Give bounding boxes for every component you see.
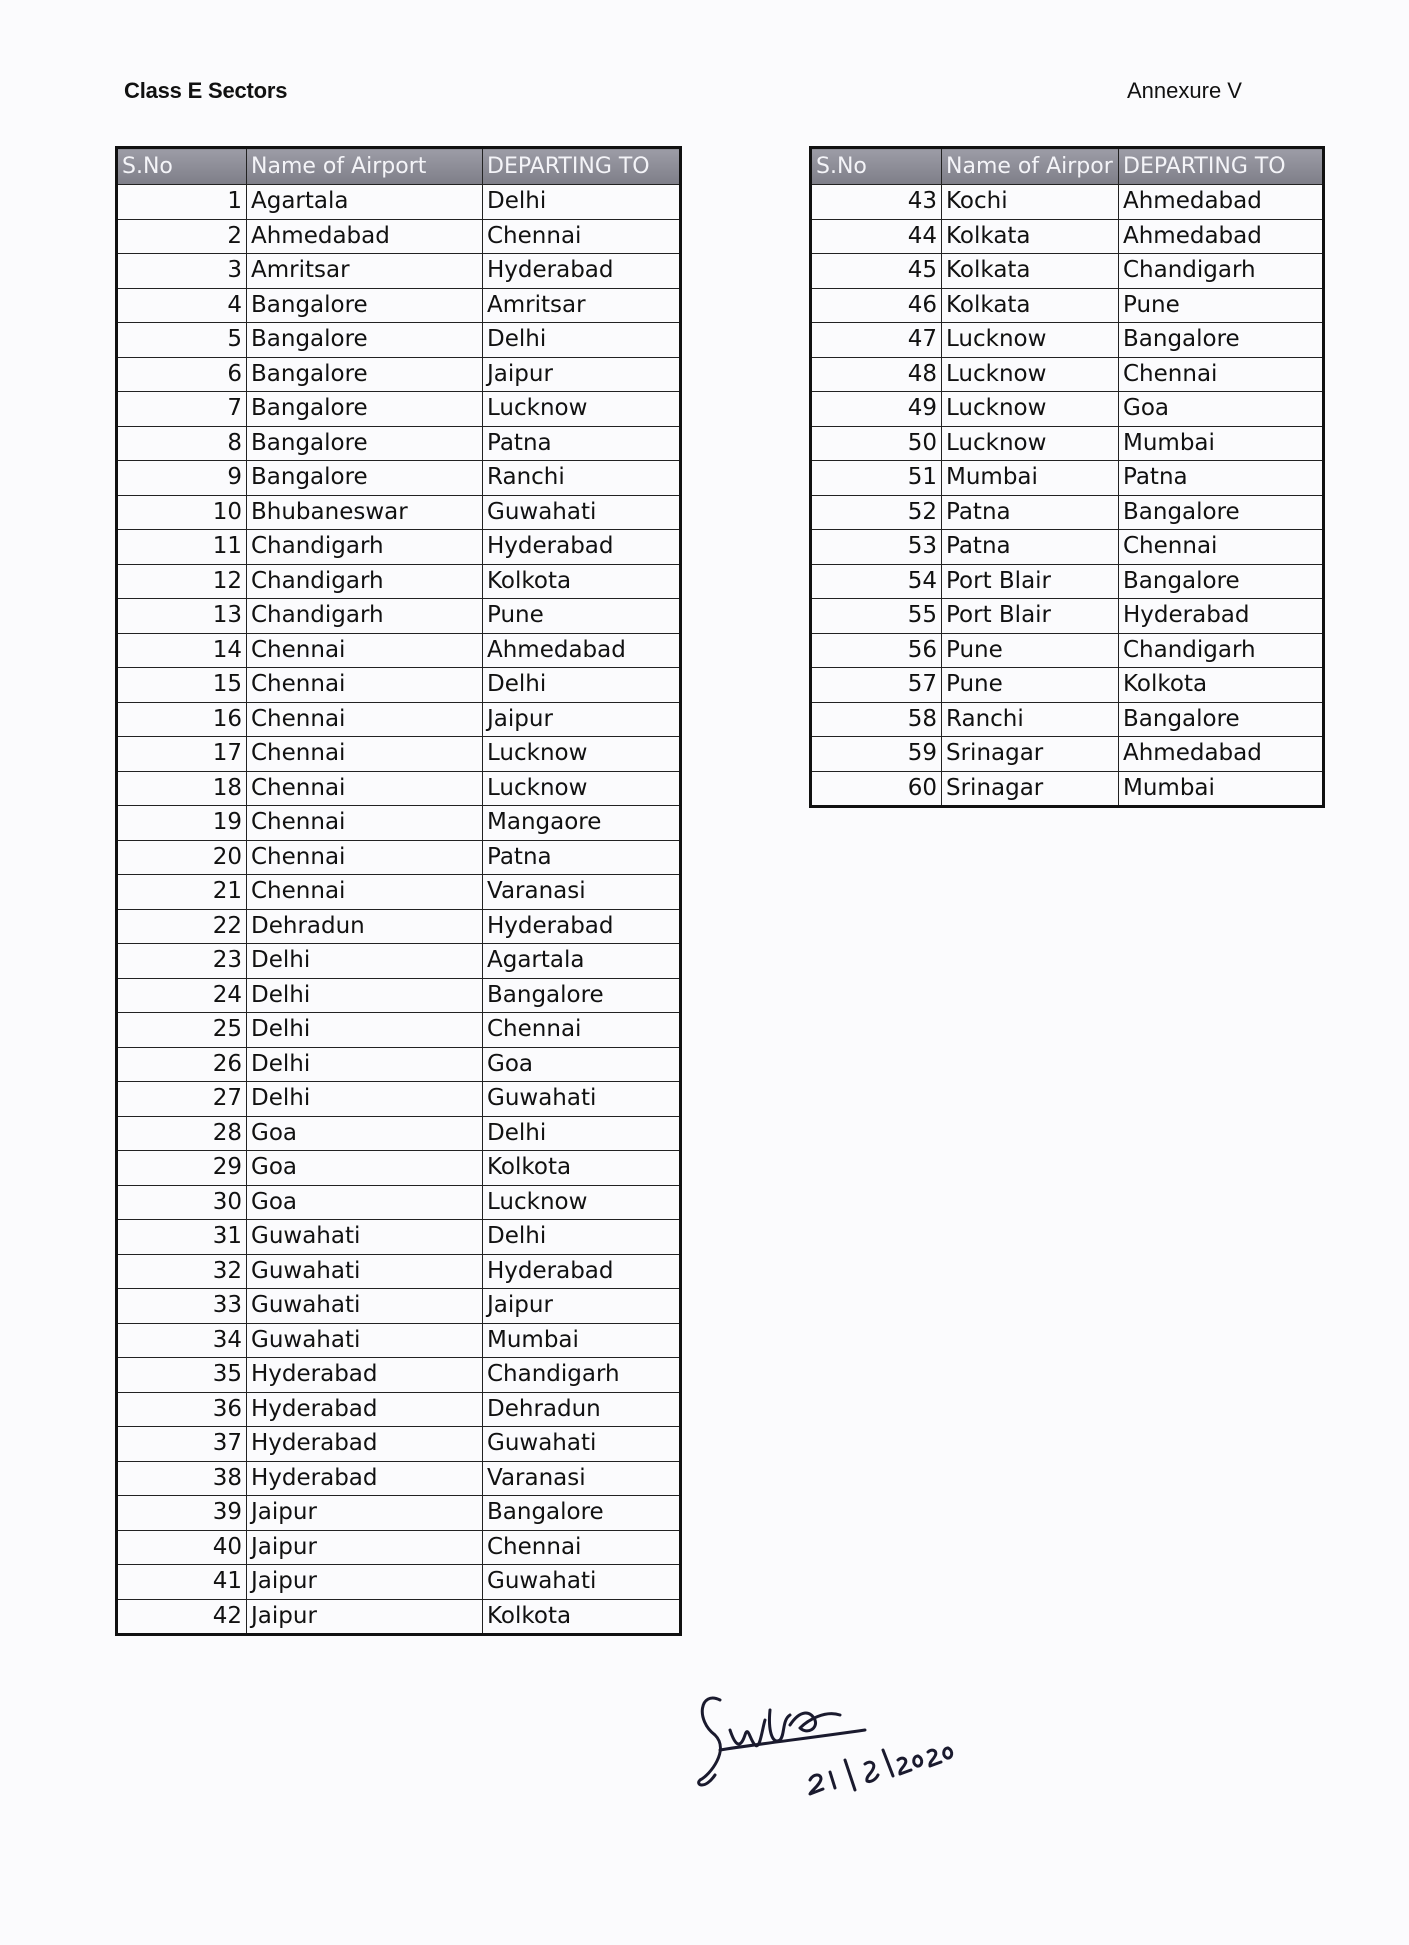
cell-departing: Bangalore xyxy=(483,1496,681,1531)
table-row xyxy=(117,288,681,323)
cell-departing: Ahmedabad xyxy=(1119,737,1324,772)
cell-airport: Srinagar xyxy=(942,737,1119,772)
table-row xyxy=(811,633,1324,668)
table-row xyxy=(811,254,1324,289)
cell-sno: 56 xyxy=(811,633,942,668)
table-row xyxy=(811,426,1324,461)
table-row xyxy=(117,1116,681,1151)
cell-airport: Ranchi xyxy=(942,702,1119,737)
cell-sno: 12 xyxy=(117,564,247,599)
cell-airport: Chennai xyxy=(247,875,483,910)
cell-departing: Mangaore xyxy=(483,806,681,841)
table-row xyxy=(117,564,681,599)
header-departing: DEPARTING TO xyxy=(483,148,681,185)
cell-sno: 53 xyxy=(811,530,942,565)
table-row xyxy=(811,702,1324,737)
cell-airport: Srinagar xyxy=(942,771,1119,807)
table-row xyxy=(811,564,1324,599)
header-departing: DEPARTING TO xyxy=(1119,148,1324,185)
table-row xyxy=(117,771,681,806)
cell-sno: 34 xyxy=(117,1323,247,1358)
cell-airport: Bangalore xyxy=(247,392,483,427)
table-row xyxy=(117,219,681,254)
cell-departing: Delhi xyxy=(483,1116,681,1151)
cell-departing: Lucknow xyxy=(483,392,681,427)
cell-sno: 13 xyxy=(117,599,247,634)
cell-airport: Mumbai xyxy=(942,461,1119,496)
table-row xyxy=(117,599,681,634)
cell-sno: 27 xyxy=(117,1082,247,1117)
page-title: Class E Sectors xyxy=(124,78,288,103)
cell-airport: Ahmedabad xyxy=(247,219,483,254)
cell-airport: Chennai xyxy=(247,840,483,875)
cell-sno: 25 xyxy=(117,1013,247,1048)
cell-departing: Ranchi xyxy=(483,461,681,496)
header-sno: S.No xyxy=(811,148,942,185)
cell-departing: Guwahati xyxy=(483,495,681,530)
sectors-table-left xyxy=(115,146,682,1636)
table-row xyxy=(117,1151,681,1186)
header-airport: Name of Airpor xyxy=(942,148,1119,185)
table-row xyxy=(117,875,681,910)
cell-airport: Hyderabad xyxy=(247,1358,483,1393)
cell-airport: Guwahati xyxy=(247,1220,483,1255)
cell-departing: Delhi xyxy=(483,323,681,358)
cell-departing: Guwahati xyxy=(483,1082,681,1117)
cell-airport: Patna xyxy=(942,530,1119,565)
table-row xyxy=(811,288,1324,323)
cell-sno: 41 xyxy=(117,1565,247,1600)
cell-airport: Pune xyxy=(942,633,1119,668)
table-row xyxy=(117,1082,681,1117)
cell-airport: Chandigarh xyxy=(247,530,483,565)
cell-departing: Goa xyxy=(483,1047,681,1082)
table-row xyxy=(811,461,1324,496)
table-row xyxy=(811,668,1324,703)
cell-airport: Chennai xyxy=(247,633,483,668)
table-row xyxy=(117,1565,681,1600)
table-row xyxy=(117,1530,681,1565)
cell-airport: Bangalore xyxy=(247,357,483,392)
cell-airport: Bangalore xyxy=(247,323,483,358)
table-row xyxy=(117,426,681,461)
cell-sno: 26 xyxy=(117,1047,247,1082)
table-row xyxy=(117,495,681,530)
cell-sno: 46 xyxy=(811,288,942,323)
table-row xyxy=(117,1254,681,1289)
cell-departing: Chennai xyxy=(483,1530,681,1565)
table-row xyxy=(811,219,1324,254)
cell-sno: 28 xyxy=(117,1116,247,1151)
table-row xyxy=(811,357,1324,392)
cell-departing: Amritsar xyxy=(483,288,681,323)
cell-departing: Patna xyxy=(483,426,681,461)
table-header-row xyxy=(117,148,681,185)
cell-sno: 21 xyxy=(117,875,247,910)
cell-sno: 55 xyxy=(811,599,942,634)
table-row xyxy=(811,185,1324,220)
table-row xyxy=(117,1392,681,1427)
cell-departing: Bangalore xyxy=(1119,702,1324,737)
table-body-left xyxy=(117,185,681,1635)
cell-sno: 18 xyxy=(117,771,247,806)
table-row xyxy=(117,461,681,496)
cell-airport: Delhi xyxy=(247,1082,483,1117)
cell-departing: Bangalore xyxy=(483,978,681,1013)
table-row xyxy=(117,530,681,565)
signature-mark xyxy=(690,1650,990,1800)
table-header-row xyxy=(811,148,1324,185)
cell-airport: Delhi xyxy=(247,1047,483,1082)
cell-airport: Bangalore xyxy=(247,426,483,461)
cell-departing: Mumbai xyxy=(483,1323,681,1358)
cell-airport: Delhi xyxy=(247,978,483,1013)
cell-departing: Patna xyxy=(1119,461,1324,496)
cell-airport: Jaipur xyxy=(247,1599,483,1635)
cell-departing: Lucknow xyxy=(483,1185,681,1220)
table-row xyxy=(117,1013,681,1048)
cell-sno: 59 xyxy=(811,737,942,772)
cell-departing: Pune xyxy=(1119,288,1324,323)
cell-airport: Hyderabad xyxy=(247,1427,483,1462)
cell-airport: Lucknow xyxy=(942,392,1119,427)
table-row xyxy=(117,1289,681,1324)
cell-departing: Lucknow xyxy=(483,737,681,772)
cell-departing: Kolkota xyxy=(483,564,681,599)
signature xyxy=(690,1650,990,1804)
table-row xyxy=(811,530,1324,565)
cell-airport: Bhubaneswar xyxy=(247,495,483,530)
cell-departing: Bangalore xyxy=(1119,495,1324,530)
cell-airport: Guwahati xyxy=(247,1289,483,1324)
table-row xyxy=(117,357,681,392)
table-row xyxy=(117,1496,681,1531)
table-row xyxy=(117,1323,681,1358)
cell-sno: 35 xyxy=(117,1358,247,1393)
cell-departing: Ahmedabad xyxy=(483,633,681,668)
cell-departing: Chennai xyxy=(483,219,681,254)
cell-sno: 5 xyxy=(117,323,247,358)
cell-sno: 10 xyxy=(117,495,247,530)
cell-airport: Chandigarh xyxy=(247,564,483,599)
annexure-label: Annexure V xyxy=(1127,78,1242,103)
cell-sno: 51 xyxy=(811,461,942,496)
cell-sno: 29 xyxy=(117,1151,247,1186)
cell-departing: Chandigarh xyxy=(1119,254,1324,289)
cell-sno: 14 xyxy=(117,633,247,668)
table-body-right xyxy=(811,185,1324,807)
cell-departing: Pune xyxy=(483,599,681,634)
cell-departing: Jaipur xyxy=(483,357,681,392)
cell-departing: Guwahati xyxy=(483,1565,681,1600)
cell-departing: Hyderabad xyxy=(1119,599,1324,634)
cell-airport: Delhi xyxy=(247,944,483,979)
cell-airport: Chennai xyxy=(247,806,483,841)
table-row xyxy=(811,737,1324,772)
cell-airport: Lucknow xyxy=(942,426,1119,461)
header-sno: S.No xyxy=(117,148,247,185)
cell-airport: Delhi xyxy=(247,1013,483,1048)
cell-airport: Jaipur xyxy=(247,1496,483,1531)
cell-departing: Delhi xyxy=(483,185,681,220)
cell-sno: 19 xyxy=(117,806,247,841)
cell-airport: Port Blair xyxy=(942,599,1119,634)
cell-airport: Kolkata xyxy=(942,254,1119,289)
cell-airport: Patna xyxy=(942,495,1119,530)
table-row xyxy=(117,1185,681,1220)
cell-sno: 20 xyxy=(117,840,247,875)
cell-departing: Patna xyxy=(483,840,681,875)
table-row xyxy=(117,1461,681,1496)
cell-airport: Amritsar xyxy=(247,254,483,289)
cell-sno: 39 xyxy=(117,1496,247,1531)
table-row xyxy=(811,771,1324,807)
cell-departing: Dehradun xyxy=(483,1392,681,1427)
cell-departing: Chennai xyxy=(1119,357,1324,392)
cell-sno: 50 xyxy=(811,426,942,461)
table-row xyxy=(117,1047,681,1082)
cell-airport: Agartala xyxy=(247,185,483,220)
cell-airport: Lucknow xyxy=(942,323,1119,358)
cell-sno: 3 xyxy=(117,254,247,289)
table-row xyxy=(117,254,681,289)
cell-airport: Port Blair xyxy=(942,564,1119,599)
cell-airport: Chandigarh xyxy=(247,599,483,634)
table-row xyxy=(811,599,1324,634)
cell-airport: Chennai xyxy=(247,771,483,806)
cell-airport: Guwahati xyxy=(247,1254,483,1289)
table-row xyxy=(811,495,1324,530)
table-row xyxy=(117,978,681,1013)
cell-sno: 7 xyxy=(117,392,247,427)
cell-airport: Bangalore xyxy=(247,288,483,323)
table-row xyxy=(117,392,681,427)
cell-departing: Mumbai xyxy=(1119,771,1324,807)
cell-sno: 9 xyxy=(117,461,247,496)
table-row xyxy=(117,1358,681,1393)
cell-airport: Jaipur xyxy=(247,1530,483,1565)
cell-departing: Ahmedabad xyxy=(1119,185,1324,220)
cell-sno: 4 xyxy=(117,288,247,323)
cell-sno: 17 xyxy=(117,737,247,772)
table-row xyxy=(117,840,681,875)
sectors-table-right xyxy=(809,146,1325,808)
cell-departing: Guwahati xyxy=(483,1427,681,1462)
cell-departing: Chandigarh xyxy=(483,1358,681,1393)
cell-sno: 11 xyxy=(117,530,247,565)
cell-departing: Mumbai xyxy=(1119,426,1324,461)
cell-departing: Hyderabad xyxy=(483,530,681,565)
cell-sno: 48 xyxy=(811,357,942,392)
cell-sno: 60 xyxy=(811,771,942,807)
cell-departing: Jaipur xyxy=(483,702,681,737)
cell-airport: Kolkata xyxy=(942,288,1119,323)
table-row xyxy=(811,392,1324,427)
cell-departing: Delhi xyxy=(483,1220,681,1255)
cell-departing: Agartala xyxy=(483,944,681,979)
cell-departing: Kolkota xyxy=(483,1151,681,1186)
cell-sno: 15 xyxy=(117,668,247,703)
cell-departing: Varanasi xyxy=(483,1461,681,1496)
header-airport: Name of Airport xyxy=(247,148,483,185)
cell-sno: 45 xyxy=(811,254,942,289)
table-row xyxy=(117,323,681,358)
cell-sno: 54 xyxy=(811,564,942,599)
cell-sno: 23 xyxy=(117,944,247,979)
cell-airport: Guwahati xyxy=(247,1323,483,1358)
cell-departing: Kolkota xyxy=(1119,668,1324,703)
cell-sno: 42 xyxy=(117,1599,247,1635)
cell-sno: 37 xyxy=(117,1427,247,1462)
cell-airport: Lucknow xyxy=(942,357,1119,392)
table-row xyxy=(811,323,1324,358)
cell-airport: Hyderabad xyxy=(247,1461,483,1496)
cell-airport: Dehradun xyxy=(247,909,483,944)
cell-airport: Chennai xyxy=(247,737,483,772)
cell-departing: Hyderabad xyxy=(483,1254,681,1289)
cell-departing: Kolkota xyxy=(483,1599,681,1635)
cell-departing: Goa xyxy=(1119,392,1324,427)
cell-departing: Delhi xyxy=(483,668,681,703)
table-row xyxy=(117,702,681,737)
cell-departing: Varanasi xyxy=(483,875,681,910)
cell-sno: 1 xyxy=(117,185,247,220)
cell-airport: Jaipur xyxy=(247,1565,483,1600)
cell-sno: 33 xyxy=(117,1289,247,1324)
cell-sno: 43 xyxy=(811,185,942,220)
cell-sno: 44 xyxy=(811,219,942,254)
cell-airport: Kochi xyxy=(942,185,1119,220)
table-row xyxy=(117,1427,681,1462)
cell-sno: 52 xyxy=(811,495,942,530)
cell-departing: Ahmedabad xyxy=(1119,219,1324,254)
cell-sno: 16 xyxy=(117,702,247,737)
cell-airport: Pune xyxy=(942,668,1119,703)
cell-departing: Bangalore xyxy=(1119,323,1324,358)
cell-airport: Goa xyxy=(247,1185,483,1220)
table-row xyxy=(117,909,681,944)
cell-departing: Lucknow xyxy=(483,771,681,806)
cell-sno: 57 xyxy=(811,668,942,703)
cell-airport: Chennai xyxy=(247,702,483,737)
cell-sno: 24 xyxy=(117,978,247,1013)
cell-airport: Chennai xyxy=(247,668,483,703)
cell-airport: Hyderabad xyxy=(247,1392,483,1427)
cell-airport: Goa xyxy=(247,1116,483,1151)
cell-sno: 31 xyxy=(117,1220,247,1255)
cell-departing: Chennai xyxy=(1119,530,1324,565)
cell-sno: 58 xyxy=(811,702,942,737)
table-row xyxy=(117,737,681,772)
table-row xyxy=(117,185,681,220)
cell-departing: Jaipur xyxy=(483,1289,681,1324)
cell-sno: 2 xyxy=(117,219,247,254)
table-row xyxy=(117,806,681,841)
cell-sno: 38 xyxy=(117,1461,247,1496)
table-row xyxy=(117,1599,681,1635)
cell-sno: 8 xyxy=(117,426,247,461)
table-row xyxy=(117,944,681,979)
table-row xyxy=(117,668,681,703)
cell-airport: Kolkata xyxy=(942,219,1119,254)
cell-airport: Goa xyxy=(247,1151,483,1186)
cell-sno: 22 xyxy=(117,909,247,944)
cell-sno: 49 xyxy=(811,392,942,427)
table-row xyxy=(117,633,681,668)
cell-airport: Bangalore xyxy=(247,461,483,496)
cell-sno: 30 xyxy=(117,1185,247,1220)
cell-departing: Bangalore xyxy=(1119,564,1324,599)
table-row xyxy=(117,1220,681,1255)
cell-departing: Chandigarh xyxy=(1119,633,1324,668)
cell-departing: Hyderabad xyxy=(483,909,681,944)
cell-sno: 36 xyxy=(117,1392,247,1427)
cell-sno: 40 xyxy=(117,1530,247,1565)
cell-sno: 47 xyxy=(811,323,942,358)
cell-sno: 32 xyxy=(117,1254,247,1289)
cell-departing: Chennai xyxy=(483,1013,681,1048)
cell-departing: Hyderabad xyxy=(483,254,681,289)
cell-sno: 6 xyxy=(117,357,247,392)
